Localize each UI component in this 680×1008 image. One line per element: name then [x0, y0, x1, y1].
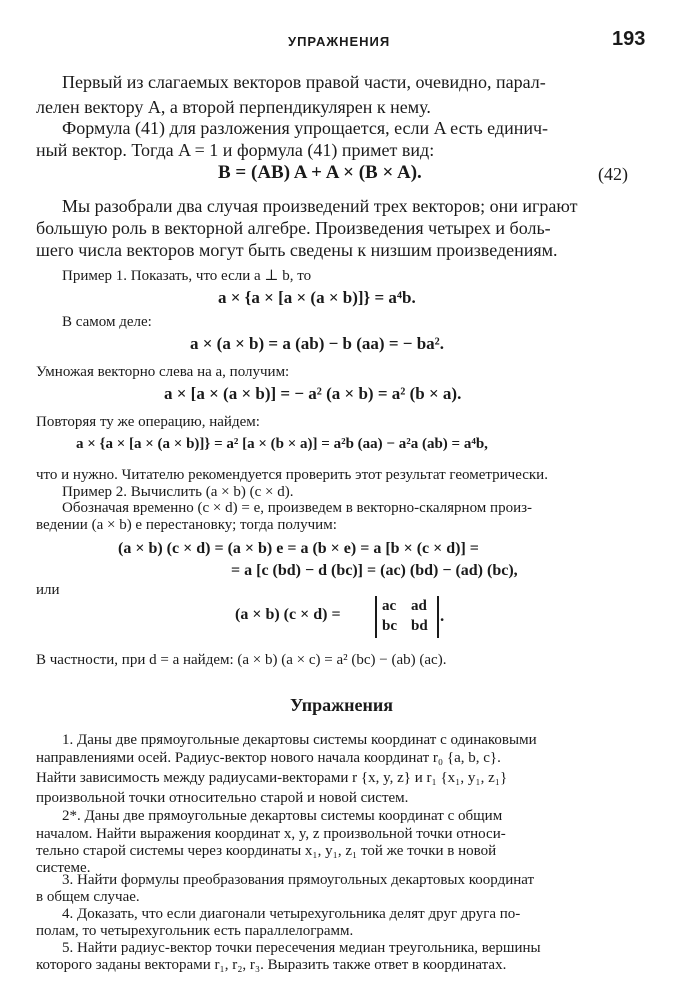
det-a21: bc: [382, 618, 397, 634]
formula-42: B = (AB) A + A × (B × A).: [218, 162, 422, 183]
running-header: УПРАЖНЕНИЯ: [288, 34, 391, 49]
determinant-matrix: [375, 596, 439, 638]
formula-42-number: (42): [598, 164, 628, 184]
para2-line1: Формула (41) для разложения упрощается, если A есть единич-: [62, 118, 549, 138]
determinant-equation: [235, 592, 447, 642]
determinant-period: .: [440, 606, 445, 625]
exercise-line: 3. Найти формулы преобразования прямоугольных декартовых координат: [62, 872, 535, 888]
para1-line1: Первый из слагаемых векторов правой части, очевидно, парал-: [62, 72, 546, 92]
exercise-line: тельно старой системы через координаты x₁, y₁, z₁ той же точки в новой: [36, 843, 497, 859]
example1-eq1: a × {a × [a × (a × b)]} = a⁴b.: [218, 288, 416, 307]
para3-line2: большую роль в векторной алгебре. Произведения четырех и боль-: [36, 218, 551, 238]
exercise-line: началом. Найти выражения координат x, y, z произвольной точки относи-: [36, 826, 506, 842]
example1-line4: Повторяя ту же операцию, найдем:: [36, 414, 260, 430]
example2-p1: Обозначая временно (c × d) = e, произведем в векторно-скалярном произ-: [62, 500, 533, 516]
exercise-line: системе.: [36, 860, 91, 876]
example1-line5: что и нужно. Читателю рекомендуется проверить этот результат геометрически.: [36, 467, 548, 483]
example1-line2: В самом деле:: [62, 314, 152, 330]
example2-eq2: = a [c (bd) − d (bc)] = (ac) (bd) − (ad) (bc),: [231, 562, 518, 579]
exercise-line: в общем случае.: [36, 889, 140, 905]
example1-eq2: a × (a × b) = a (ab) − b (aa) = − ba².: [190, 334, 445, 353]
example2-eq1: (a × b) (c × d) = (a × b) e = a (b × e) = a [b × (c × d)] =: [118, 540, 479, 557]
exercise-line: которого заданы векторами r₁, r₂, r₃. Выразить также ответ в координатах.: [36, 957, 507, 973]
para3-line3: шего числа векторов могут быть сведены к низшим произведениям.: [36, 240, 558, 260]
example1-line3: Умножая векторно слева на a, получим:: [36, 364, 290, 380]
det-a11: ac: [382, 598, 397, 614]
example1-eq3: a × [a × (a × b)] = − a² (a × b) = a² (b × a).: [164, 384, 462, 403]
section-title: Упражнения: [290, 695, 394, 715]
exercise-line: произвольной точки относительно старой и новой систем.: [36, 790, 409, 806]
det-a22: bd: [411, 618, 428, 634]
para2-line2: ный вектор. Тогда A = 1 и формула (41) примет вид:: [36, 140, 435, 160]
det-a12: ad: [411, 598, 427, 614]
exercise-line: полам, то четырехугольник есть параллелограмм.: [36, 923, 354, 939]
example2-intro: Пример 2. Вычислить (a × b) (c × d).: [62, 484, 294, 500]
exercise-line: 2*. Даны две прямоугольные декартовы системы координат с общим: [62, 808, 503, 824]
exercise-line: 5. Найти радиус-вектор точки пересечения медиан треугольника, вершины: [62, 940, 541, 956]
determinant-lhs: (a × b) (c × d) =: [235, 606, 341, 623]
exercise-line: направлениями осей. Радиус-вектор нового начала координат r₀ {a, b, c}.: [36, 750, 501, 766]
example1-eq4: a × {a × [a × (a × b)]} = a² [a × (b × a)] = a²b (aa) − a²a (ab) = a⁴b,: [76, 436, 488, 452]
example2-last: В частности, при d = a найдем: (a × b) (a × c) = a² (bc) − (ab) (ac).: [36, 652, 447, 668]
exercise-line: 4. Доказать, что если диагонали четырехугольника делят друг друга по-: [62, 906, 521, 922]
example2-or: или: [36, 582, 60, 598]
exercise-line: 1. Даны две прямоугольные декартовы системы координат с одинаковыми: [62, 732, 537, 748]
page-number: 193: [612, 28, 646, 50]
example2-p2: ведении (a × b) e перестановку; тогда получим:: [36, 517, 337, 533]
para3-line1: Мы разобрали два случая произведений трех векторов; они играют: [62, 196, 578, 216]
para1-line2: лелен вектору A, а второй перпендикулярен к нему.: [36, 97, 431, 117]
example1-intro: Пример 1. Показать, что если a ⊥ b, то: [62, 268, 312, 284]
exercise-line: Найти зависимость между радиусами-векторами r {x, y, z} и r₁ {x₁, y₁, z₁}: [36, 770, 508, 786]
